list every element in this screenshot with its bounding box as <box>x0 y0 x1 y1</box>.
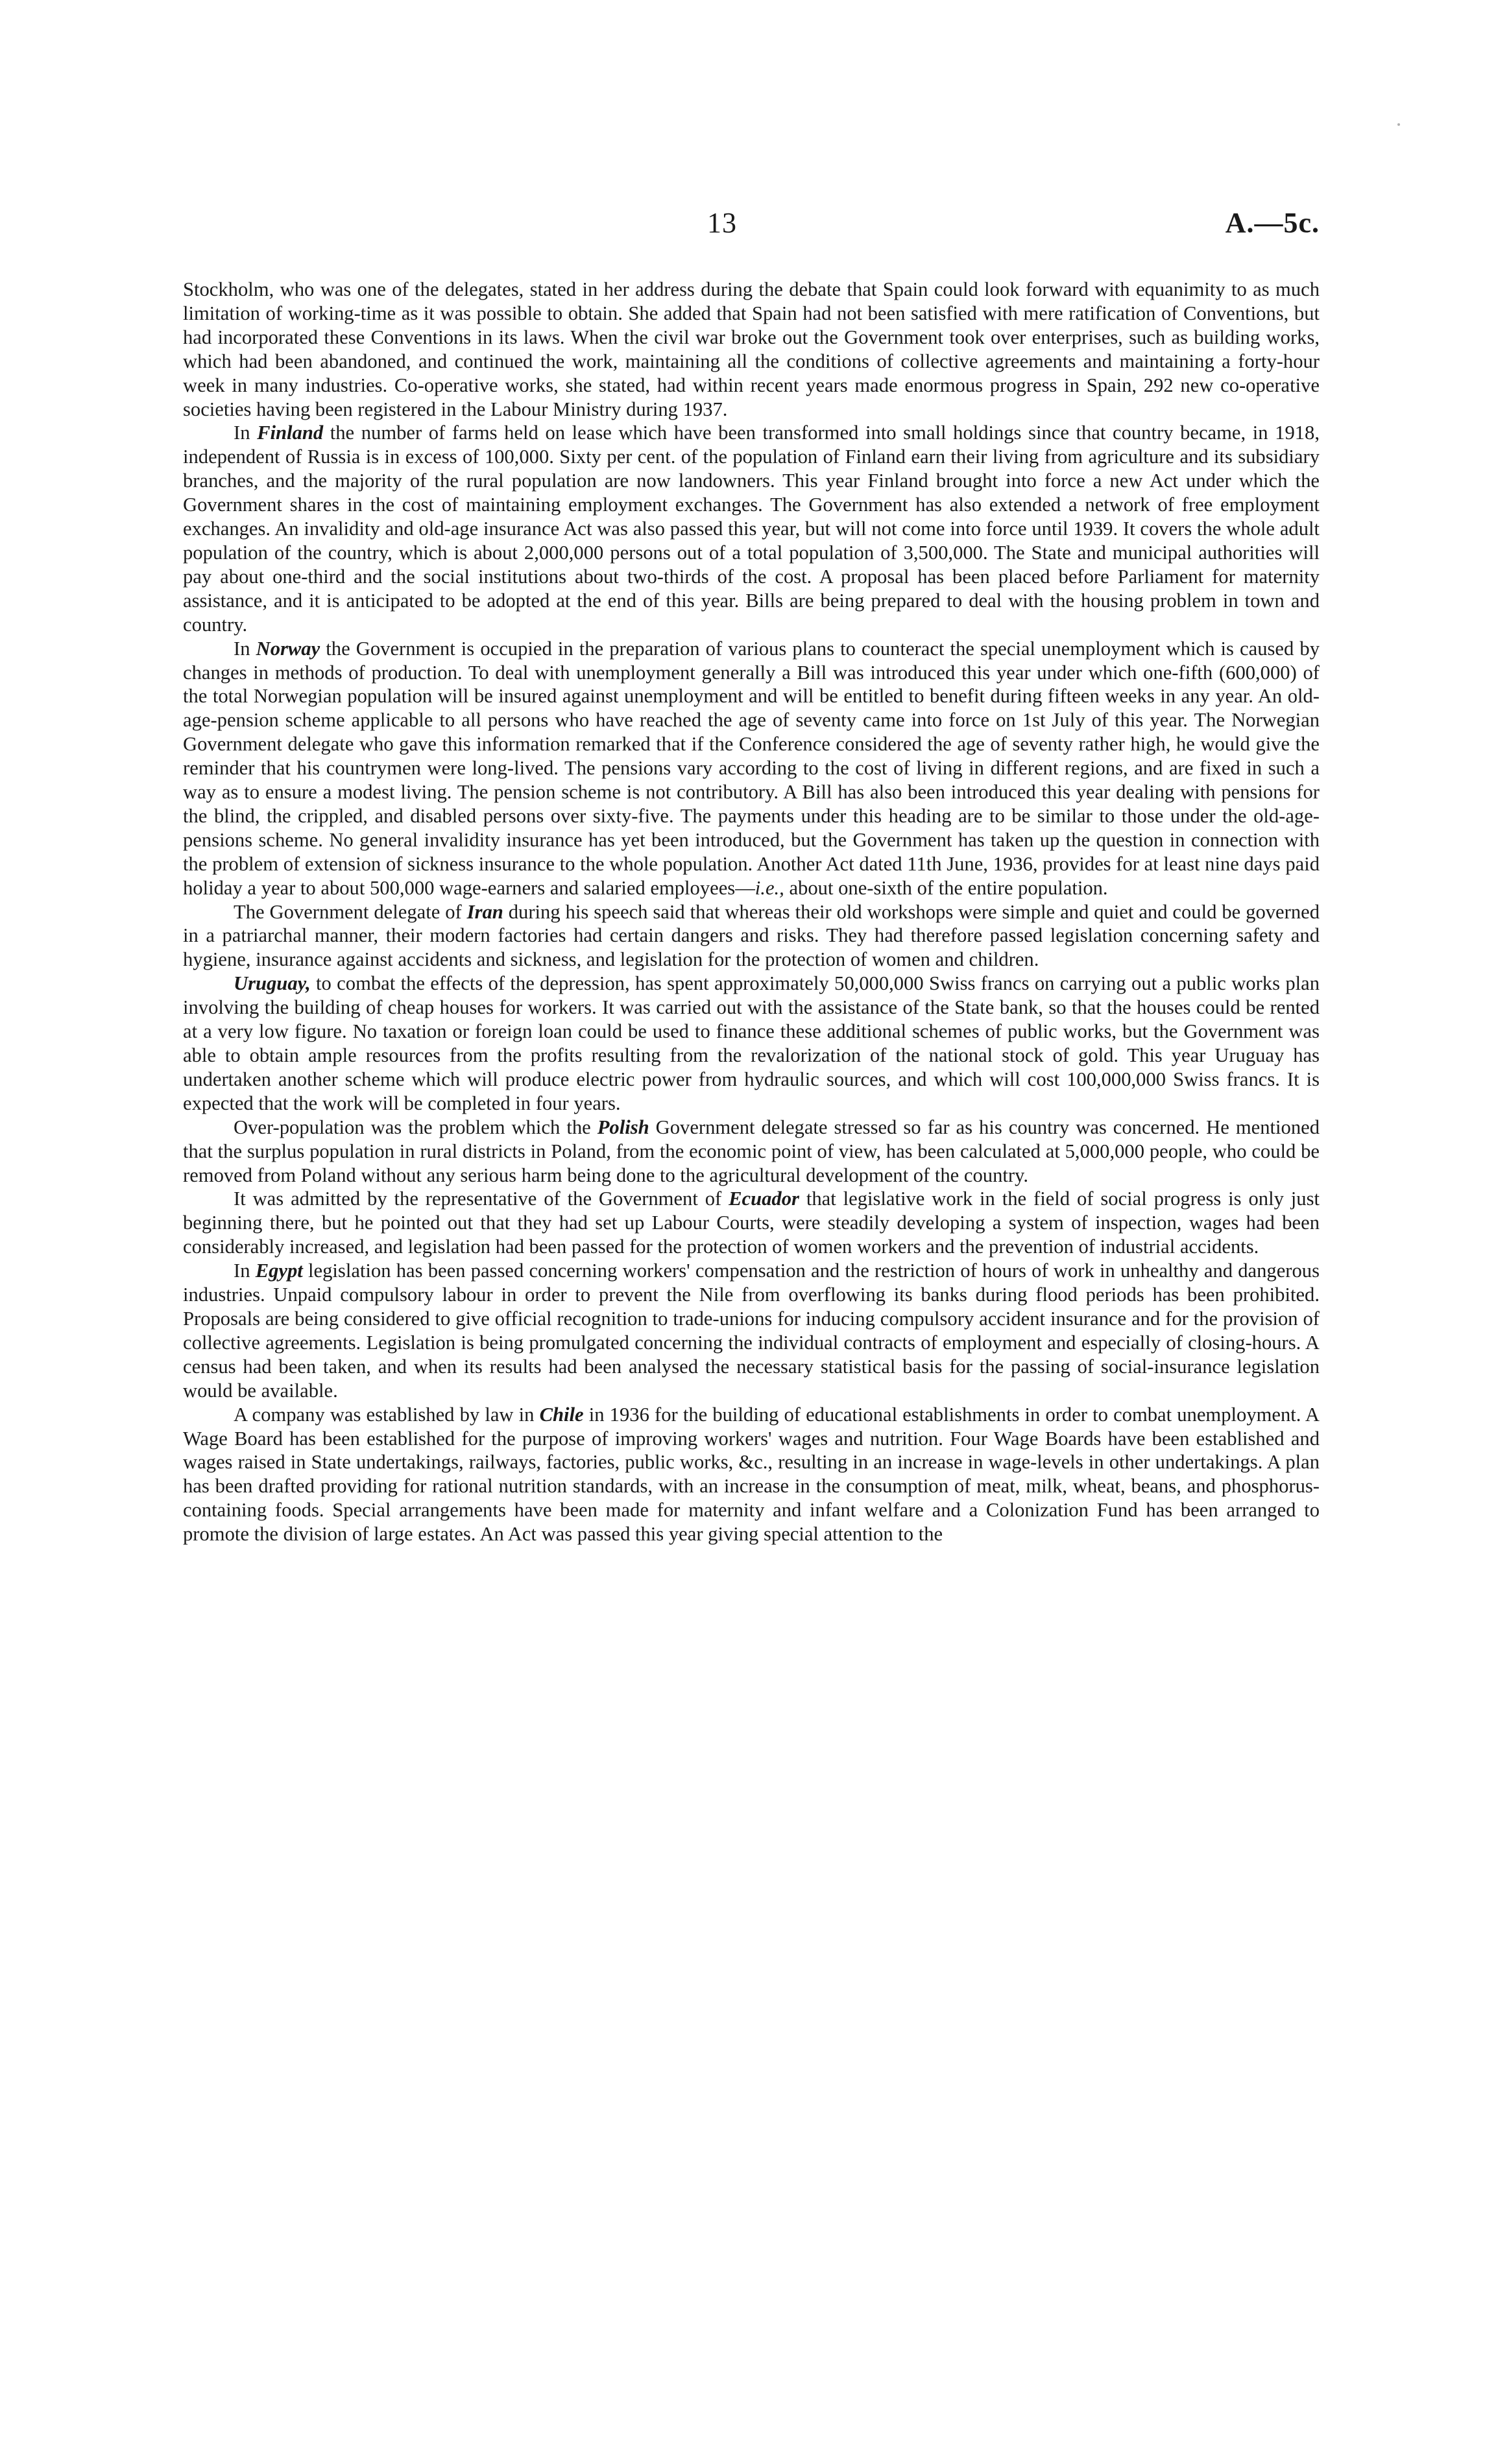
body-text <box>183 278 1320 1546</box>
paragraph-text: In <box>234 637 256 660</box>
country-name: Polish <box>597 1116 649 1138</box>
country-name: Ecuador <box>729 1188 799 1210</box>
paragraph-text: A company was established by law in <box>234 1403 540 1426</box>
country-name: Norway <box>256 637 320 660</box>
paragraph-text: to combat the effects of the depression, has spent approximately 50,000,000 Swiss francs on carrying out a public works plan involving the building of cheap houses for workers. It was carried out with the assistance of the State bank, so that the houses could be rented at a very low figure. No taxation or foreign loan could be used to finance these additional schemes of public works, but the Government was able to obtain ample resources from the profits resulting from the revalorization of the national stock of gold. This year Uruguay has undertaken another scheme which will produce electric power from hydraulic sources, and which will cost 100,000,000 Swiss francs. It is expected that the work will be completed in four years. <box>183 972 1320 1114</box>
country-name: Finland <box>257 422 324 444</box>
country-name: Egypt <box>255 1260 303 1282</box>
paragraph <box>183 1259 1320 1402</box>
paragraph-text: the Government is occupied in the preparation of various plans to counteract the special unemployment which is caused by changes in methods of production. To deal with unemployment generally a Bill was introduced this year under which one-fifth (600,000) of the total Norwegian population will be insured against unemployment and will be entitled to benefit during fifteen weeks in any year. An old-age-pension scheme applicable to all persons who have reached the age of seventy came into force on 1st July of this year. The Norwegian Government delegate who gave this information remarked that if the Conference considered the age of seventy rather high, he would give the reminder that his countrymen were long-lived. The pensions vary according to the cost of living in different regions, and are fixed in such a way as to ensure a modest living. The pension scheme is not contributory. A Bill has also been introduced this year dealing with pensions for the blind, the crippled, and disabled persons over sixty-five. The payments under this heading are to be similar to those under the old-age-pensions scheme. No general invalidity insurance has yet been introduced, but the Government has taken up the question in connection with the problem of extension of sickness insurance to the whole population. Another Act dated 11th June, 1936, provides for at least nine days paid holiday a year to about 500,000 wage-earners and salaried employees— <box>183 637 1320 899</box>
paragraph <box>183 1403 1320 1546</box>
page-number: 13 <box>707 207 737 239</box>
paragraph <box>183 972 1320 1115</box>
paragraph <box>183 421 1320 636</box>
paragraph <box>183 1116 1320 1188</box>
paragraph-text: that legislative work in the field of social progress is only just beginning there, but he pointed out that they had set up Labour Courts, were steadily developing a system of inspection, wages had been considerably increased, and legislation had been passed for the protection of women workers and the prevention of industrial accidents. <box>183 1188 1320 1258</box>
paragraph-text: about one-sixth of the entire population. <box>784 876 1108 899</box>
paragraph <box>183 278 1320 421</box>
paragraph-text: Over-population was the problem which the <box>234 1116 598 1138</box>
paragraph-text: legislation has been passed concerning workers' compensation and the restriction of hours of work in unhealthy and dangerous industries. Unpaid compulsory labour in order to prevent the Nile from overflowing its banks during flood periods has been prohibited. Proposals are being considered to give official recognition to trade-unions for inducing compulsory accident insurance and for the provision of collective agreements. Legislation is being promulgated concerning the individual contracts of employment and especially of closing-hours. A census had been taken, and when its results had been analysed the necessary statistical basis for the passing of social-insurance legislation would be available. <box>183 1260 1320 1402</box>
country-name: Iran <box>466 900 503 923</box>
country-name: Chile <box>539 1403 584 1426</box>
paragraph <box>183 637 1320 900</box>
paragraph-text: the number of farms held on lease which have been transformed into small holdings since that country became, in 1918, independent of Russia is in excess of 100,000. Sixty per cent. of the population of Finland earn their living from agriculture and its subsidiary branches, and the majority of the rural population are now landowners. This year Finland brought into force a new Act under which the Government shares in the cost of maintaining employment exchanges. The Government has also extended a network of free employment exchanges. An invalidity and old-age insurance Act was also passed this year, but will not come into force until 1939. It covers the whole adult population of the country, which is about 2,000,000 persons out of a total population of 3,500,000. The State and municipal authorities will pay about one-third and the social institutions about two-thirds of the cost. A proposal has been placed before Parliament for maternity assistance, and it is anticipated to be adopted at the end of this year. Bills are being prepared to deal with the housing problem in town and country. <box>183 422 1320 636</box>
country-name: Uruguay, <box>234 972 311 995</box>
paragraph-text: during his speech said that whereas their old workshops were simple and quiet and could be governed in a patriarchal manner, their modern factories had certain dangers and risks. They had therefore passed legislation concerning safety and hygiene, insurance against accidents and sickness, and legislation for the protection of women and children. <box>183 900 1320 971</box>
paragraph-text: Stockholm, who was one of the delegates, stated in her address during the debate that Spain could look forward with equanimity to as much limitation of working-time as it was possible to obtain. She added that Spain had not been satisfied with mere ratification of Conventions, but had incorporated these Conventions in its laws. When the civil war broke out the Government took over enterprises, such as building works, which had been abandoned, and continued the work, maintaining all the conditions of collective agreements and maintaining a forty-hour week in many industries. Co-operative works, she stated, had within recent years made enormous progress in Spain, 292 new co-operative societies having been registered in the Labour Ministry during 1937. <box>183 278 1320 420</box>
paragraph-text: In <box>234 1260 256 1282</box>
paragraph-text: in 1936 for the building of educational establishments in order to combat unemployment. A Wage Board has been established for the purpose of improving workers' wages and nutrition. Four Wage Boards have been established and wages raised in State undertakings, railways, factories, public works, &c., resulting in an increase in wage-levels in other undertakings. A plan has been drafted providing for rational nutrition standards, with an increase in the consumption of meat, milk, wheat, beans, and phosphorus-containing foods. Special arrangements have been made for maternity and infant welfare and a Colonization Fund has been arranged to promote the division of large estates. An Act was passed this year giving special attention to the <box>183 1403 1320 1546</box>
document-reference: A.—5c. <box>1225 207 1320 239</box>
scan-speck <box>1397 123 1400 126</box>
paragraph-text: The Government delegate of <box>234 900 467 923</box>
italic-abbreviation: i.e., <box>754 876 784 899</box>
paragraph <box>183 900 1320 972</box>
paragraph <box>183 1187 1320 1259</box>
paragraph-text: Government delegate stressed so far as his country was concerned. He mentioned that the surplus population in rural districts in Poland, from the economic point of view, has been calculated at 5,000,000 people, who could be removed from Poland without any serious harm being done to the agricultural development of the country. <box>183 1116 1320 1186</box>
paragraph-text: In <box>234 422 258 444</box>
paragraph-text: It was admitted by the representative of the Government of <box>234 1188 729 1210</box>
page-header <box>0 206 1509 245</box>
